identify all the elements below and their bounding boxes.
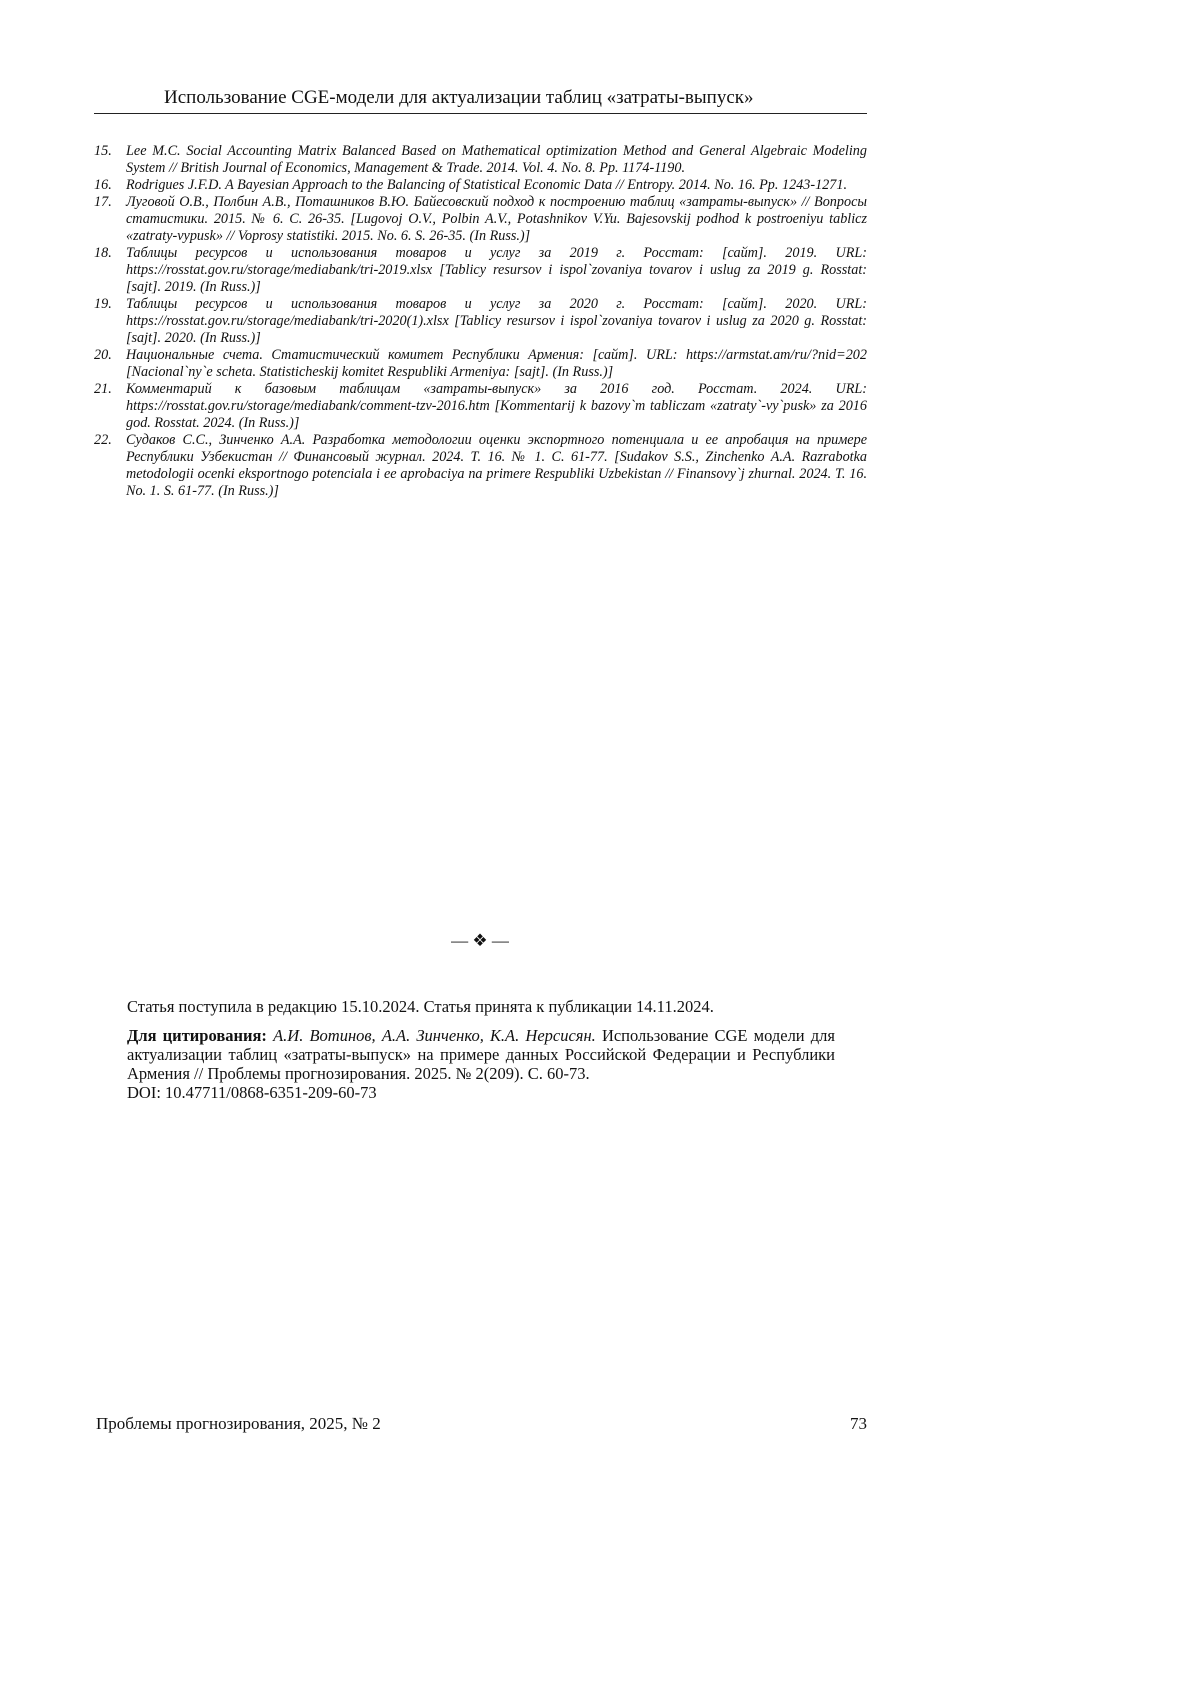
citation-block [127, 1026, 835, 1102]
reference-item [94, 143, 867, 177]
running-header-title: Использование CGE-модели для актуализации таблиц «затраты-выпуск» [164, 87, 754, 108]
reference-item [94, 432, 867, 500]
citation-label: Для цитирования: [127, 1026, 267, 1045]
reference-number: 17. [94, 194, 112, 210]
article-info [127, 997, 835, 1102]
reference-number: 18. [94, 245, 112, 261]
doi: DOI: 10.47711/0868-6351-209-60-73 [127, 1083, 377, 1102]
reference-item [94, 245, 867, 296]
reference-text: Таблицы ресурсов и использования товаров и услуг за 2020 г. Росстат: [сайт]. 2020. URL: https://rosstat.gov.ru/storage/mediabank/tri-2020(1).xlsx [Tablicy resursov i ispol`zovaniya tovarov i uslug za 2020 g. Rosstat: [sajt]. 2020. (In Russ.)] [126, 296, 867, 346]
reference-number: 20. [94, 347, 112, 363]
reference-text: Судаков С.С., Зинченко А.А. Разработка методологии оценки экспортного потенциала и ее апробация на примере Республики Узбекистан // Финансовый журнал. 2024. Т. 16. № 1. С. 61-77. [Sudakov S.S., Zinchenko A.A. Razrabotka metodologii ocenki eksportnogo potenciala i ee aprobaciya na primere Respubliki Uzbekistan // Finansovy`j zhurnal. 2024. T. 16. No. 1. S. 61-77. (In Russ.)] [126, 432, 867, 499]
page-number: 73 [850, 1414, 867, 1433]
reference-item [94, 347, 867, 381]
reference-number: 19. [94, 296, 112, 312]
page-footer [96, 1414, 867, 1434]
reference-number: 16. [94, 177, 112, 193]
reference-item [94, 194, 867, 245]
running-header [94, 86, 867, 114]
reference-text: Lee M.C. Social Accounting Matrix Balanced Based on Mathematical optimization Method and General Algebraic Modeling System // British Journal of Economics, Management & Trade. 2014. Vol. 4. No. 8. Pp. 1174-1190. [126, 143, 867, 176]
section-ornament: — ❖ — [451, 931, 509, 950]
reference-text: Rodrigues J.F.D. A Bayesian Approach to the Balancing of Statistical Economic Data // Entropy. 2014. No. 16. Pp. 1243-1271. [126, 177, 848, 193]
received-accepted-dates: Статья поступила в редакцию 15.10.2024. Статья принята к публикации 14.11.2024. [127, 997, 714, 1016]
reference-item [94, 177, 867, 194]
citation-text: Использование CGE модели для актуализации таблиц «затраты-выпуск» на примере данных Российской Федерации и Республики Армения // Проблемы прогнозирования. 2025. № 2(209). С. 60-73. [127, 1026, 836, 1083]
reference-text: Национальные счета. Статистический комитет Республики Армения: [сайт]. URL: https://armstat.am/ru/?nid=202 [Nacional`ny`e scheta. Statisticheskij komitet Respubliki Armeniya: [sajt]. (In Russ.)] [126, 347, 867, 380]
reference-text: Луговой О.В., Полбин А.В., Поташников В.Ю. Байесовский подход к построению таблиц «затраты-выпуск» // Вопросы статистики. 2015. № 6. С. 26-35. [Lugovoj O.V., Polbin A.V., Potashnikov V.Yu. Bajesovskij podhod k postroeniyu tablicz «zatraty-vypusk» // Voprosy statistiki. 2015. No. 6. S. 26-35. (In Russ.)] [126, 194, 867, 244]
reference-item [94, 381, 867, 432]
reference-number: 22. [94, 432, 112, 448]
reference-number: 21. [94, 381, 112, 397]
reference-list [94, 143, 867, 500]
reference-number: 15. [94, 143, 112, 159]
journal-name: Проблемы прогнозирования, 2025, № 2 [96, 1414, 381, 1433]
reference-item [94, 296, 867, 347]
reference-text: Таблицы ресурсов и использования товаров и услуг за 2019 г. Росстат: [сайт]. 2019. URL: https://rosstat.gov.ru/storage/mediabank/tri-2019.xlsx [Tablicy resursov i ispol`zovaniya tovarov i uslug za 2019 g. Rosstat: [sajt]. 2019. (In Russ.)] [126, 245, 867, 295]
citation-authors: А.И. Вотинов, А.А. Зинченко, К.А. Нерсисян. [273, 1026, 596, 1045]
reference-text: Комментарий к базовым таблицам «затраты-выпуск» за 2016 год. Росстат. 2024. URL: https://rosstat.gov.ru/storage/mediabank/comment-tzv-2016.htm [Kommentarij k bazovy`m tabliczam «zatraty`-vy`pusk» za 2016 god. Rosstat. 2024. (In Russ.)] [126, 381, 867, 431]
